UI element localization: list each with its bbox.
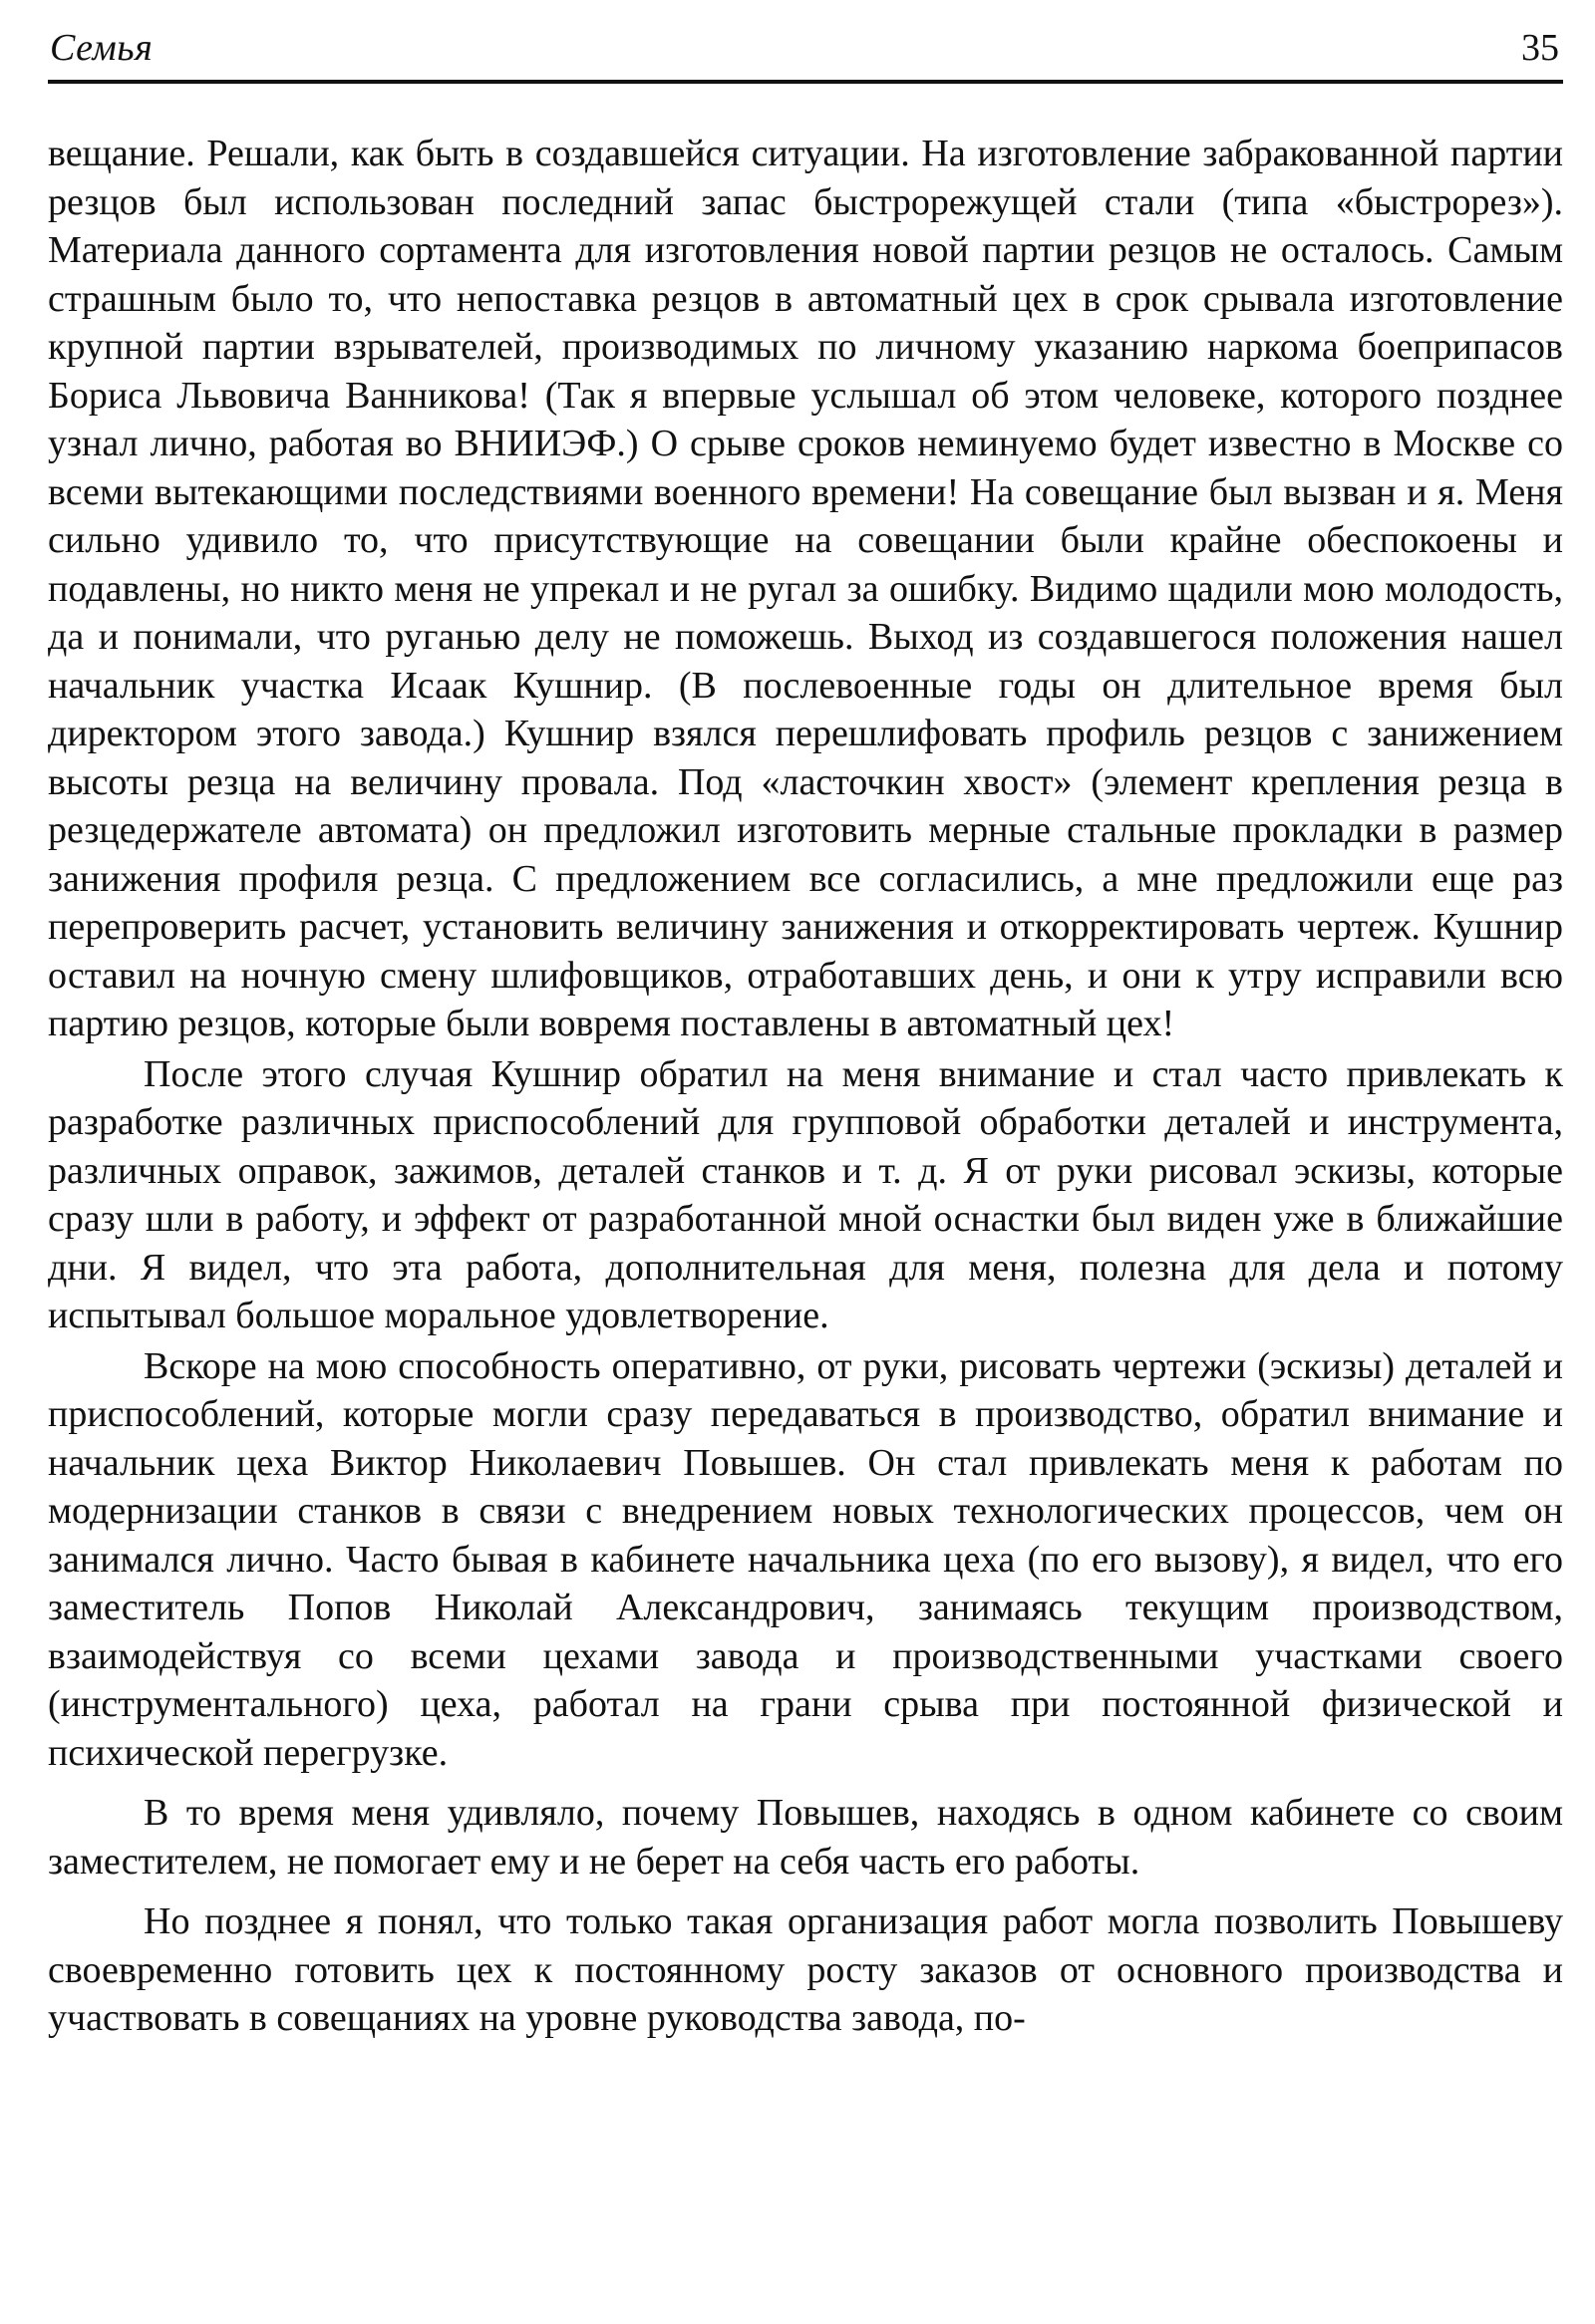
- paragraph: В то время меня удивляло, почему Повышев, находясь в одном кабинете со своим заместителем, не помогает ему и не берет на себя часть его работы.: [48, 1792, 1563, 1883]
- section-title: Семья: [50, 27, 154, 69]
- paragraph: Но позднее я понял, что только такая организация работ могла позволить Повышеву своевременно готовить цех к постоянному росту заказов от основного производства и участвовать в совещаниях на уровне руководства завода, по-: [48, 1900, 1563, 2039]
- body-text: [48, 130, 1563, 2043]
- book-page: [48, 0, 1563, 2324]
- paragraph: вещание. Решали, как быть в создавшейся ситуации. На изготовление забракованной партии резцов был использован последний запас быстрорежущей стали (типа «быстрорез»). Материала данного сортамента для изготовления новой партии резцов не осталось. Самым страшным было то, что непоставка резцов в автоматный цех в срок срывала изготовление крупной партии взрывателей, производимых по личному указанию наркома боеприпасов Бориса Львовича Ванникова! (Так я впервые услышал об этом человеке, которого позднее узнал лично, работая во ВНИИЭФ.) О срыве сроков неминуемо будет известно в Москве со всеми вытекающими последствиями военного времени! На совещание был вызван и я. Меня сильно удивило то, что присутствующие на совещании были крайне обеспокоены и подавлены, но никто меня не упрекал и не ругал за ошибку. Видимо щадили мою молодость, да и понимали, что руганью делу не поможешь. Выход из создавшегося положения нашел начальник участка Исаак Кушнир. (В послевоенные годы он длительное время был директором этого завода.) Кушнир взялся перешлифовать профиль резцов с занижением высоты резца на величину провала. Под «ласточкин хвост» (элемент крепления резца в резцедержателе автомата) он предложил изготовить мерные стальные прокладки в размер занижения профиля резца. С предложением все согласились, а мне предложили еще раз перепроверить расчет, установить величину занижения и откорректировать чертеж. Кушнир оставил на ночную смену шлифовщиков, отработавших день, и они к утру исправили всю партию резцов, которые были вовремя поставлены в автоматный цех!: [48, 133, 1563, 1044]
- page-number: 35: [1521, 27, 1559, 69]
- paragraph: Вскоре на мою способность оперативно, от руки, рисовать чертежи (эскизы) деталей и приспособлений, которые могли сразу передаваться в производство, обратил внимание и начальник цеха Виктор Николаевич Повышев. Он стал привлекать меня к работам по модернизации станков в связи с внедрением новых технологических процессов, чем он занимался лично. Часто бывая в кабинете начальника цеха (по его вызову), я видел, что его заместитель Попов Николай Александрович, занимаясь текущим производством, взаимодействуя со всеми цехами завода и производственными участками своего (инструментального) цеха, работал на грани срыва при постоянной физической и психической перегрузке.: [48, 1344, 1563, 1774]
- paragraph: После этого случая Кушнир обратил на меня внимание и стал часто привлекать к разработке различных приспособлений для групповой обработки деталей и инструмента, различных оправок, зажимов, деталей станков и т. д. Я от руки рисовал эскизы, которые сразу шли в работу, и эффект от разработанной мной оснастки был виден уже в ближайшие дни. Я видел, что эта работа, дополнительная для меня, полезна для дела и потому испытывал большое моральное удовлетворение.: [48, 1052, 1563, 1336]
- running-header: [48, 18, 1563, 84]
